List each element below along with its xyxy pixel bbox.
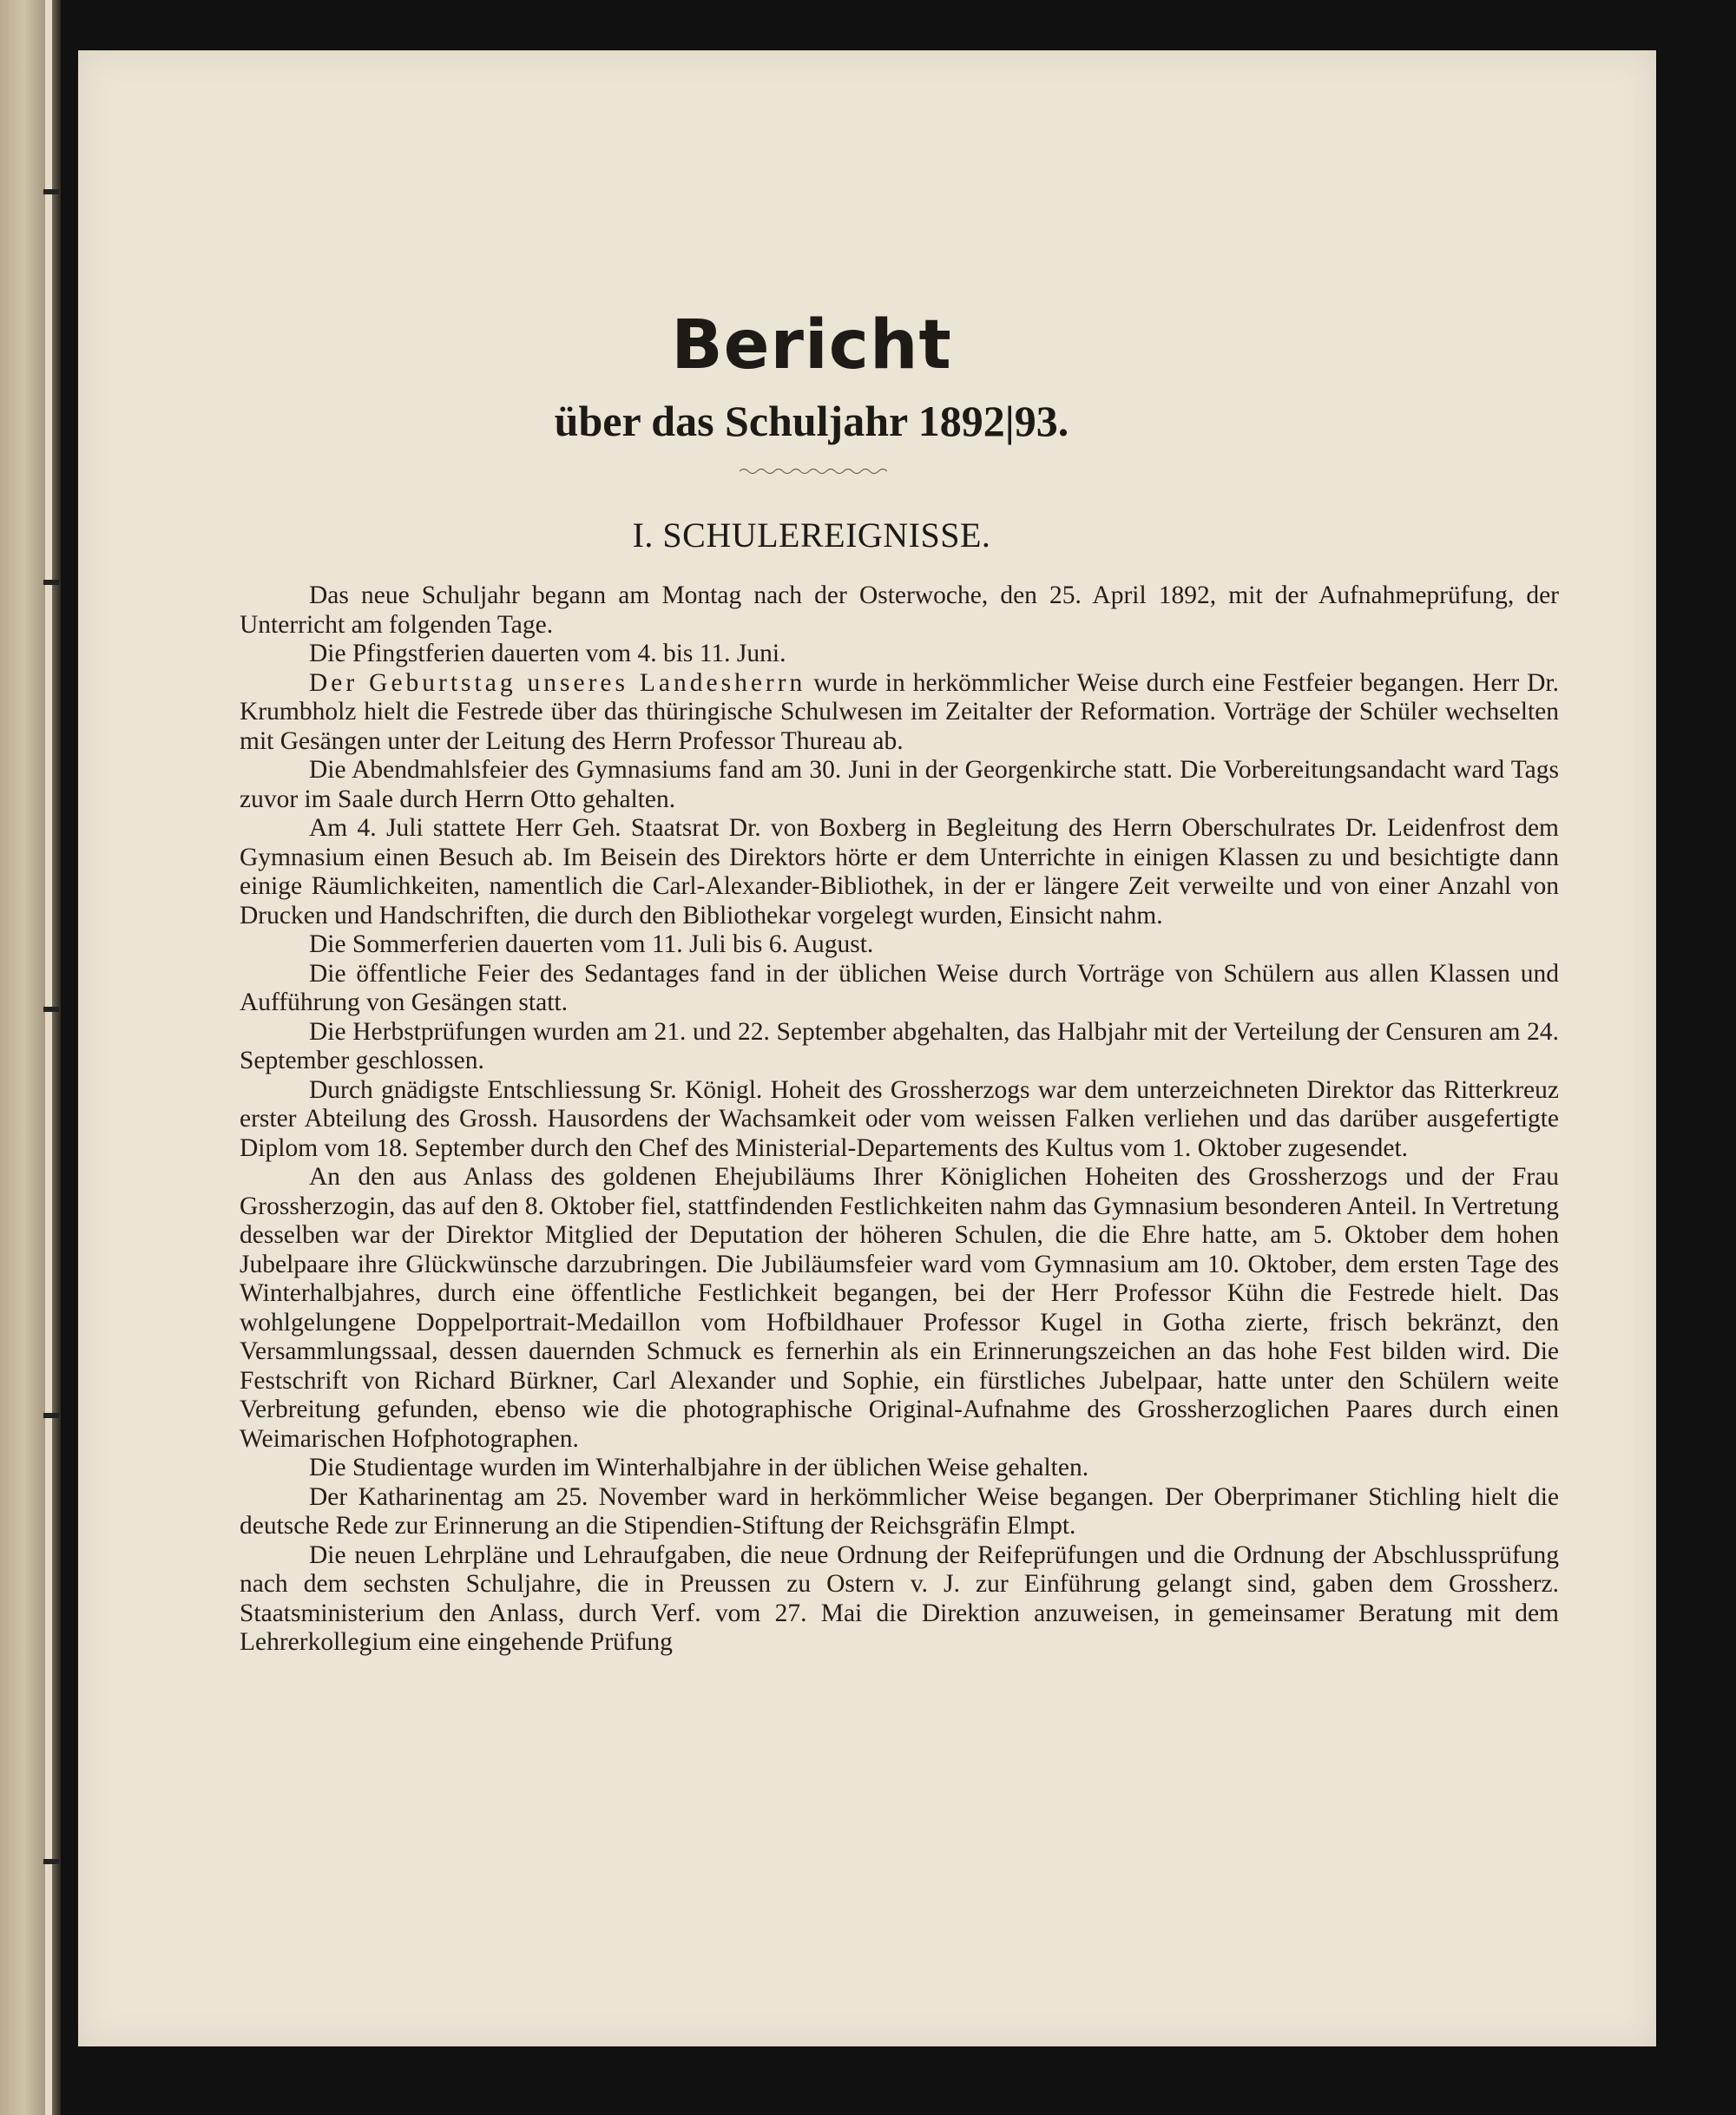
document-page	[78, 50, 1656, 2046]
binding-mark	[43, 189, 59, 194]
spaced-phrase: Der Geburtstag unseres Landesherrn	[309, 668, 806, 697]
binding-mark	[43, 1859, 59, 1864]
paragraph: Der Katharinentag am 25. November ward in herkömmlicher Weise begangen. Der Oberprimaner Stichling hielt die deutsche Rede zur Erinnerung an die Stipendien-Stiftung der Reichsgräfin Elmpt.	[240, 1482, 1559, 1540]
paragraph: Am 4. Juli stattete Herr Geh. Staatsrat Dr. von Boxberg in Begleitung des Herrn Oberschulrates Dr. Leidenfrost dem Gymnasium einen Besuch ab. Im Beisein des Direktors hörte er dem Unterrichte in einigen Klassen zu und besichtigte dann einige Räumlichkeiten, namentlich die Carl-Alexander-Bibliothek, in der er längere Zeit verweilte und von einer Anzahl von Drucken und Handschriften, die durch den Bibliothekar vorgelegt wurden, Einsicht nahm.	[240, 814, 1559, 929]
paragraph: Die neuen Lehrpläne und Lehraufgaben, die neue Ordnung der Reifeprüfungen und die Ordnung der Abschlussprüfung nach dem sechsten Schuljahre, die in Preussen zu Ostern v. J. zur Einführung gelangt sind, gaben dem Grossherz. Staatsministerium den Anlass, durch Verf. vom 27. Mai die Direktion anzuweisen, in gemeinsamer Beratung mit dem Lehrerkollegium eine eingehende Prüfung	[240, 1540, 1559, 1656]
paragraph: Die Sommerferien dauerten vom 11. Juli bis 6. August.	[309, 930, 874, 958]
binding-mark	[43, 1007, 59, 1012]
paragraph	[240, 669, 1559, 757]
paragraph: Die Studientage wurden im Winterhalbjahre in der üblichen Weise gehalten.	[309, 1454, 1089, 1481]
ornament-divider	[740, 467, 887, 476]
report-body	[240, 581, 1559, 1658]
paragraph: Die Herbstprüfungen wurden am 21. und 22. September abgehalten, das Halbjahr mit der Verteilung der Censuren am 24. September geschlossen.	[240, 1017, 1559, 1074]
paragraph-text: wurde in herkömmlicher Weise durch eine Festfeier begangen. Herr Dr. Krumbholz hielt die Festrede über das thüringische Schulwesen im Zeitalter der Reformation. Vorträge der Schüler wechselten mit Gesängen unter der Leitung des Herrn Professor Thureau ab.	[240, 668, 1559, 755]
page-title: Bericht	[671, 306, 952, 384]
left-page-edge	[0, 0, 61, 2115]
paragraph: An den aus Anlass des goldenen Ehejubiläums Ihrer Königlichen Hoheiten des Grossherzogs und der Frau Grossherzogin, das auf den 8. Oktober fiel, stattfindenden Festlichkeiten nahm das Gymnasium besonderen Anteil. In Vertretung desselben war der Direktor Mitglied der Deputation der höheren Schulen, die die Ehre hatte, am 5. Oktober dem hohen Jubelpaare ihre Glückwünsche darzubringen. Die Jubiläumsfeier ward vom Gymnasium am 10. Oktober, dem ersten Tage des Winterhalbjahres, durch eine öffentliche Festlichkeit begangen, bei der Herr Professor Kühn die Festrede hielt. Das wohlgelungene Doppelportrait-Medaillon vom Hofbildhauer Professor Kugel in Gotha zierte, frisch bekränzt, den Versammlungssaal, dessen dauernden Schmuck es fernerhin als ein Erinnerungszeichen an das hohe Fest bilden wird. Die Festschrift von Richard Bürkner, Carl Alexander und Sophie, ein fürstliches Jubelpaar, hatte unter den Schülern weite Verbreitung gefunden, ebenso wie die photographische Original-Aufnahme des Grossherzoglichen Paares durch einen Weimarischen Hofphotographen.	[240, 1163, 1559, 1453]
paragraph: Die Abendmahlsfeier des Gymnasiums fand am 30. Juni in der Georgenkirche statt. Die Vorbereitungsandacht ward Tags zuvor im Saale durch Herrn Otto gehalten.	[240, 756, 1559, 813]
paragraph: Die öffentliche Feier des Sedantages fand in der üblichen Weise durch Vorträge von Schülern aus allen Klassen und Aufführung von Gesängen statt.	[240, 959, 1559, 1016]
paragraph: Durch gnädigste Entschliessung Sr. Königl. Hoheit des Grossherzogs war dem unterzeichneten Direktor das Ritterkreuz erster Abteilung des Grossh. Hausordens der Wachsamkeit oder vom weissen Falken verliehen und das darüber ausgefertigte Diplom vom 18. September durch den Chef des Ministerial-Departements des Kultus vom 1. Oktober zugesendet.	[240, 1075, 1559, 1162]
paragraph: Das neue Schuljahr begann am Montag nach der Osterwoche, den 25. April 1892, mit der Aufnahmeprüfung, der Unterricht am folgenden Tage.	[240, 581, 1559, 639]
page-subtitle: über das Schuljahr 1892|93.	[554, 397, 1069, 445]
section-heading: I. SCHULEREIGNISSE.	[632, 516, 991, 555]
page-stack	[45, 0, 52, 2115]
binding-mark	[43, 580, 59, 585]
binding-mark	[43, 1413, 59, 1418]
paragraph: Die Pfingstferien dauerten vom 4. bis 11. Juni.	[309, 640, 786, 667]
